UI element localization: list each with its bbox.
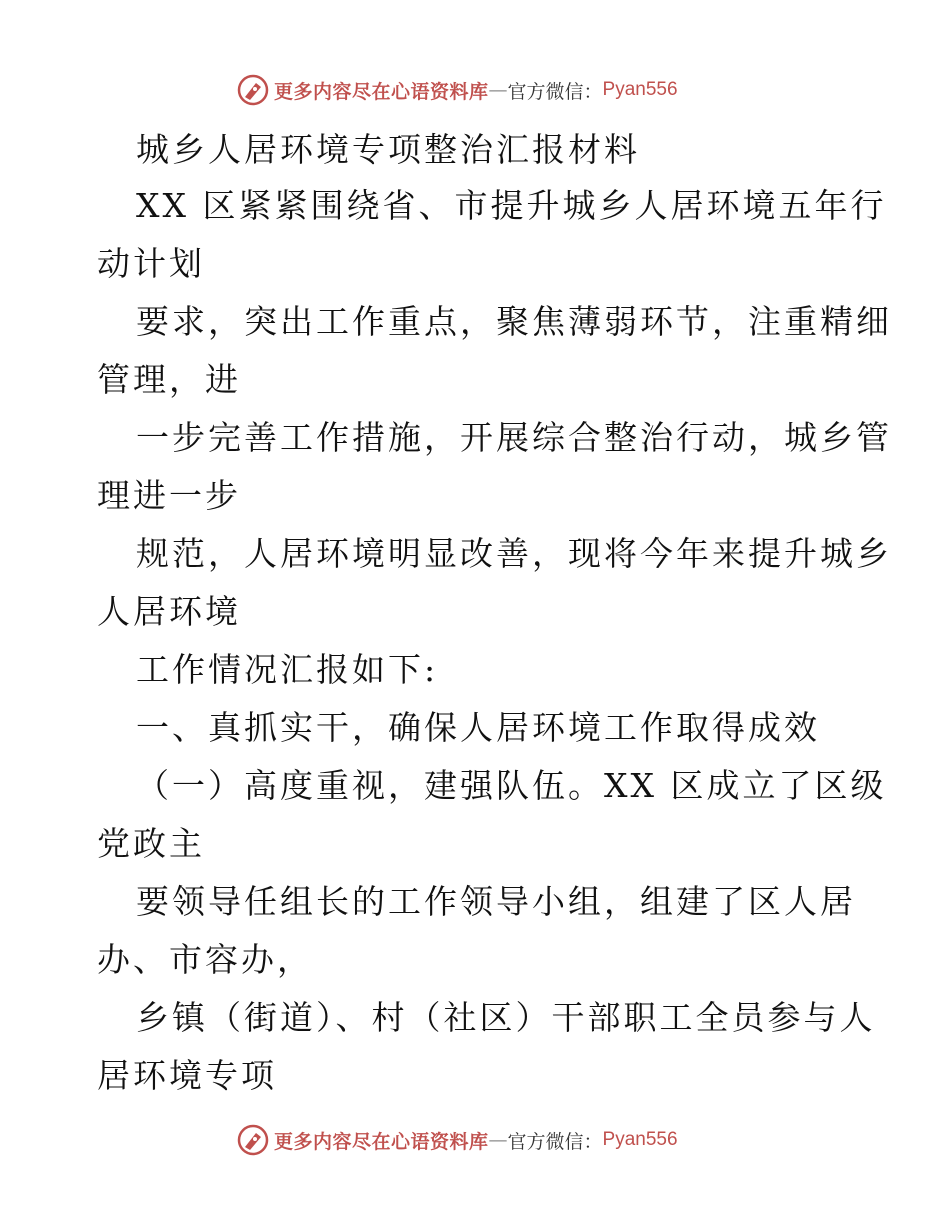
wechat-label: 官方微信： [507,1130,603,1153]
paragraph-line: 理进一步 [97,476,241,515]
paragraph-line: 居环境专项 [97,1056,277,1095]
header-banner [236,73,678,107]
paragraph-line: 人居环境 [97,592,241,631]
pen-nib-logo-icon [236,1123,270,1157]
paragraph-line: 要求，突出工作重点，聚焦薄弱环节，注重精细 [136,302,892,341]
paragraph-line: 乡镇（街道）、村（社区）干部职工全员参与人 [136,998,876,1037]
wechat-id: Pyan556 [602,79,678,100]
paragraph-line: 办、市容办， [97,940,313,979]
subsection-heading: （一）高度重视，建强队伍。XX 区成立了区级 [136,766,887,805]
section-heading: 一、真抓实干，确保人居环境工作取得成效 [136,708,820,747]
document-title: 城乡人居环境专项整治汇报材料 [136,130,640,169]
brand-text: 更多内容尽在心语资料库 [274,1130,489,1153]
paragraph-line: 党政主 [97,824,205,863]
brand-text: 更多内容尽在心语资料库 [274,80,489,103]
wechat-id: Pyan556 [602,1129,678,1150]
paragraph-line: 动计划 [97,244,205,283]
pen-nib-logo-icon [236,73,270,107]
paragraph-line: 要领导任组长的工作领导小组，组建了区人居 [136,882,856,921]
paragraph-line: 管理，进 [97,360,241,399]
paragraph-line: 规范，人居环境明显改善，现将今年来提升城乡 [136,534,892,573]
banner-separator: — [488,79,508,101]
paragraph-line: XX 区紧紧围绕省、市提升城乡人居环境五年行 [136,186,887,225]
banner-separator: — [488,1129,508,1151]
paragraph-line: 工作情况汇报如下: [136,650,439,689]
wechat-label: 官方微信： [507,80,603,103]
footer-banner [236,1123,678,1157]
paragraph-line: 一步完善工作措施，开展综合整治行动，城乡管 [136,418,892,457]
